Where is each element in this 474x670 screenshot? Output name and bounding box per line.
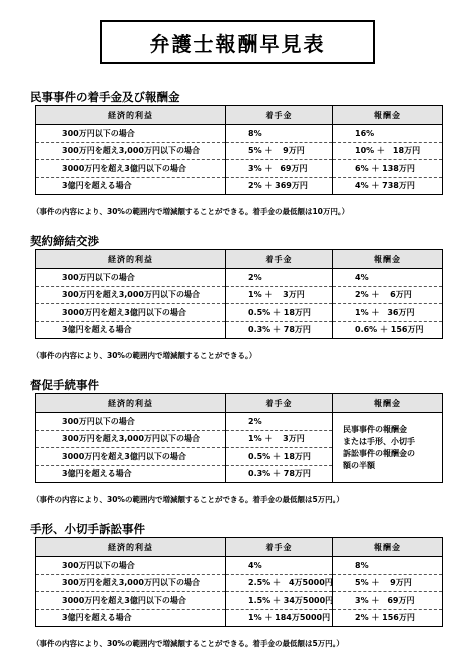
header-economic-benefit: 経済的利益 (36, 394, 226, 413)
row-category: 300万円を超え3,000万円以下の場合 (36, 574, 226, 592)
header-reward: 報酬金 (333, 106, 443, 125)
row-retainer: 2% (226, 413, 333, 431)
row-category: 300万円以下の場合 (36, 269, 226, 287)
table-row (36, 304, 443, 322)
row-retainer: 0.5% ＋ 18万円 (226, 304, 333, 322)
table-row (36, 592, 443, 610)
merged-reward-line: 額の半額 (343, 460, 375, 470)
row-category: 300万円以下の場合 (36, 125, 226, 143)
table-row (36, 160, 443, 178)
row-reward: 6% ＋ 138万円 (333, 160, 443, 178)
row-retainer: 1.5% ＋ 34万5000円 (226, 592, 333, 610)
row-reward: 3% ＋ 69万円 (333, 592, 443, 610)
row-retainer: 2% ＋ 369万円 (226, 177, 333, 195)
row-category: 3億円を超える場合 (36, 465, 226, 483)
fee-table-civil (35, 105, 443, 195)
header-economic-benefit: 経済的利益 (36, 538, 226, 557)
fee-table-demand (35, 393, 443, 483)
page-title: 弁護士報酬早見表 (149, 31, 326, 56)
table-header-row (36, 394, 443, 413)
section-title-civil: 民事事件の着手金及び報酬金 (30, 90, 180, 104)
row-retainer: 1% ＋ 184万5000円 (226, 609, 333, 627)
table-row (36, 177, 443, 195)
row-category: 3000万円を超え3億円以下の場合 (36, 160, 226, 178)
row-reward: 1% ＋ 36万円 (333, 304, 443, 322)
merged-reward-line: 民事事件の報酬金 (343, 424, 407, 434)
row-retainer: 5% ＋ 9万円 (226, 142, 333, 160)
table-row (36, 286, 443, 304)
header-economic-benefit: 経済的利益 (36, 106, 226, 125)
row-reward: 2% ＋ 6万円 (333, 286, 443, 304)
table-row (36, 609, 443, 627)
header-economic-benefit: 経済的利益 (36, 250, 226, 269)
row-category: 3億円を超える場合 (36, 321, 226, 339)
row-reward: 8% (333, 557, 443, 575)
table-row (36, 413, 443, 431)
table-header-row (36, 106, 443, 125)
row-category: 300万円以下の場合 (36, 557, 226, 575)
header-reward: 報酬金 (333, 538, 443, 557)
row-retainer: 0.3% ＋ 78万円 (226, 465, 333, 483)
header-reward: 報酬金 (333, 394, 443, 413)
row-retainer: 0.5% ＋ 18万円 (226, 448, 333, 466)
row-retainer: 2.5% ＋ 4万5000円 (226, 574, 333, 592)
header-retainer: 着手金 (226, 106, 333, 125)
table-row (36, 142, 443, 160)
merged-reward-line: 訴訟事件の報酬金の (343, 448, 415, 458)
row-category: 300万円を超え3,000万円以下の場合 (36, 286, 226, 304)
table-row (36, 574, 443, 592)
row-retainer: 1% ＋ 3万円 (226, 286, 333, 304)
header-retainer: 着手金 (226, 538, 333, 557)
row-reward: 16% (333, 125, 443, 143)
table-row (36, 557, 443, 575)
merged-reward-cell (333, 413, 443, 483)
table-header-row (36, 538, 443, 557)
row-reward: 0.6% ＋ 156万円 (333, 321, 443, 339)
table-row (36, 321, 443, 339)
row-reward: 4% ＋ 738万円 (333, 177, 443, 195)
row-retainer: 2% (226, 269, 333, 287)
section-note-contract: （事件の内容により、30%の範囲内で増減額することができる。） (32, 351, 257, 360)
table-row (36, 269, 443, 287)
table-header-row (36, 250, 443, 269)
row-category: 300万円を超え3,000万円以下の場合 (36, 430, 226, 448)
row-retainer: 8% (226, 125, 333, 143)
row-category: 3億円を超える場合 (36, 609, 226, 627)
section-note-civil: （事件の内容により、30%の範囲内で増減額することができる。着手金の最低額は10万円。） (32, 207, 350, 216)
title-box (100, 20, 375, 64)
row-category: 300万円以下の場合 (36, 413, 226, 431)
row-category: 3000万円を超え3億円以下の場合 (36, 592, 226, 610)
section-note-demand: （事件の内容により、30%の範囲内で増減額することができる。着手金の最低額は5万円。） (32, 495, 344, 504)
row-reward: 10% ＋ 18万円 (333, 142, 443, 160)
row-category: 3億円を超える場合 (36, 177, 226, 195)
row-reward: 2% ＋ 156万円 (333, 609, 443, 627)
row-reward: 5% ＋ 9万円 (333, 574, 443, 592)
row-retainer: 0.3% ＋ 78万円 (226, 321, 333, 339)
row-category: 300万円を超え3,000万円以下の場合 (36, 142, 226, 160)
row-retainer: 1% ＋ 3万円 (226, 430, 333, 448)
section-title-demand: 督促手続事件 (30, 378, 99, 392)
fee-table-bill (35, 537, 443, 627)
fee-table-contract (35, 249, 443, 339)
row-retainer: 4% (226, 557, 333, 575)
header-retainer: 着手金 (226, 250, 333, 269)
table-row (36, 125, 443, 143)
merged-reward-line: または手形、小切手 (343, 436, 415, 446)
row-category: 3000万円を超え3億円以下の場合 (36, 304, 226, 322)
row-reward: 4% (333, 269, 443, 287)
row-category: 3000万円を超え3億円以下の場合 (36, 448, 226, 466)
row-retainer: 3% ＋ 69万円 (226, 160, 333, 178)
section-title-bill: 手形、小切手訴訟事件 (30, 522, 145, 536)
header-retainer: 着手金 (226, 394, 333, 413)
header-reward: 報酬金 (333, 250, 443, 269)
section-title-contract: 契約締結交渉 (30, 234, 99, 248)
section-note-bill: （事件の内容により、30%の範囲内で増減額することができる。着手金の最低額は5万円。） (32, 639, 344, 648)
